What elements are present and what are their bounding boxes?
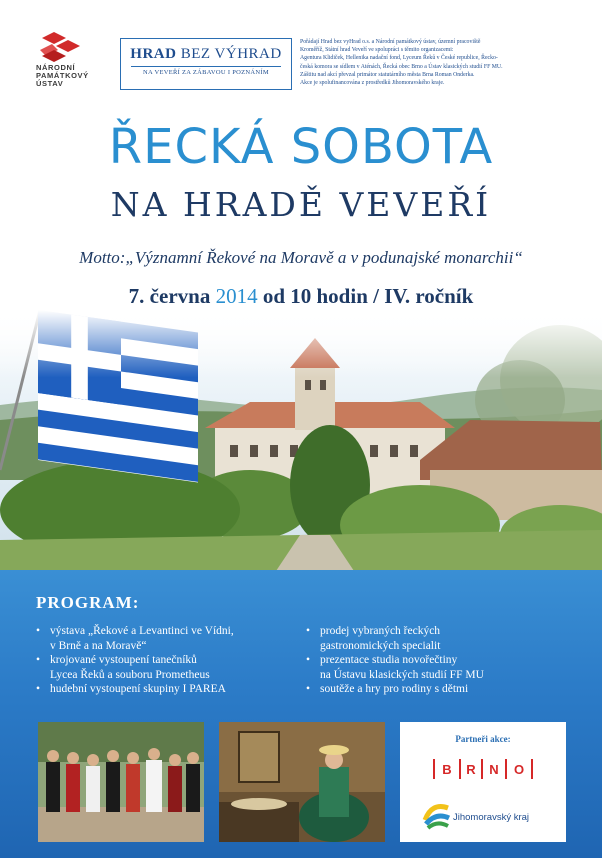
npu-text-line: ÚSTAV [36, 79, 64, 88]
program-item-cont: na Ústavu klasických studií FF MU [320, 668, 484, 681]
main-title: ŘECKÁ SOBOTA [108, 119, 494, 175]
date-time-edition: od 10 hodin / IV. ročník [262, 284, 474, 308]
castle-photo [0, 310, 602, 580]
partners-box [400, 722, 566, 842]
program-title: PROGRAM: [36, 593, 140, 612]
jmk-emblem-icon [422, 800, 452, 830]
partners-title: Partneři akce: [455, 734, 511, 744]
info-line: Pořádají Hrad bez vyHrad o.s. a Národní památkový ústav, územní pracoviště [300, 39, 481, 45]
hrad-bez-vyhrad-logo [120, 38, 292, 90]
brno-letter: B [442, 762, 452, 777]
info-line: Kroměříž, Státní hrad Veveří ve spolupráci s těmito organizacemi: [300, 47, 454, 54]
program-item-cont: Lycea Řeků a souboru Prometheus [50, 668, 210, 681]
brno-letter: O [513, 762, 525, 777]
brno-letter: N [489, 762, 499, 777]
lady-in-costume-photo [219, 722, 385, 842]
info-line: Záštitu nad akcí převzal primátor statutárního města Brna Roman Onderka. [300, 71, 475, 78]
hbv-title-part1: HRAD [130, 46, 177, 62]
dancers-photo [38, 722, 204, 842]
date-line [0, 284, 602, 309]
jihomoravsky-kraj-logo [422, 800, 552, 832]
divider [131, 66, 281, 67]
sub-title: NA HRADĚ VEVEŘÍ [110, 185, 492, 224]
program-list-left [36, 624, 281, 697]
npu-logo-text [36, 64, 89, 88]
info-line: Agentura Klidiček, Hellenika nadační fond, Lyceum Řeků v České republice, Řecko- [300, 55, 498, 62]
npu-text-line: NÁRODNÍ [36, 63, 76, 72]
motto: Motto:„Významní Řekové na Moravě a v podunajské monarchii“ [79, 248, 523, 267]
program-item: • prodej vybraných řeckých [306, 624, 556, 639]
program-item: • výstava „Řekové a Levantinci ve Vídni, [36, 624, 281, 639]
program-item-cont: gastronomických specialit [320, 639, 441, 652]
info-line: česká komora se sídlem v Aténách, Řecká obec Brno a Ústav klasických studií FF MU. [300, 63, 503, 70]
date-year: 2014 [215, 284, 258, 308]
program-item: • prezentace studia novořečtiny [306, 653, 556, 668]
organizers-info [300, 38, 578, 87]
program-item-cont: v Brně a na Moravě“ [50, 639, 147, 652]
hbv-title-part2: BEZ VÝHRAD [180, 46, 282, 62]
brno-letter: R [466, 762, 476, 777]
npu-text-line: PAMÁTKOVÝ [36, 71, 89, 80]
program-item: • hudební vystoupení skupiny I PAREA [36, 682, 281, 697]
brno-logo-icon [433, 756, 533, 782]
program-list-right [306, 624, 556, 697]
info-line: Akce je spolufinancována z prostředků Jihomoravského kraje. [300, 80, 445, 87]
date-day: 7. června [128, 284, 211, 308]
jmk-label: Jihomoravský kraj [453, 812, 530, 823]
program-item: • krojované vystoupení tanečníků [36, 653, 281, 668]
program-item: • soutěže a hry pro rodiny s dětmi [306, 682, 556, 697]
hbv-subtitle: NA VEVEŘÍ ZA ZÁBAVOU I POZNÁNÍM [143, 69, 269, 76]
hbv-title [121, 46, 291, 63]
